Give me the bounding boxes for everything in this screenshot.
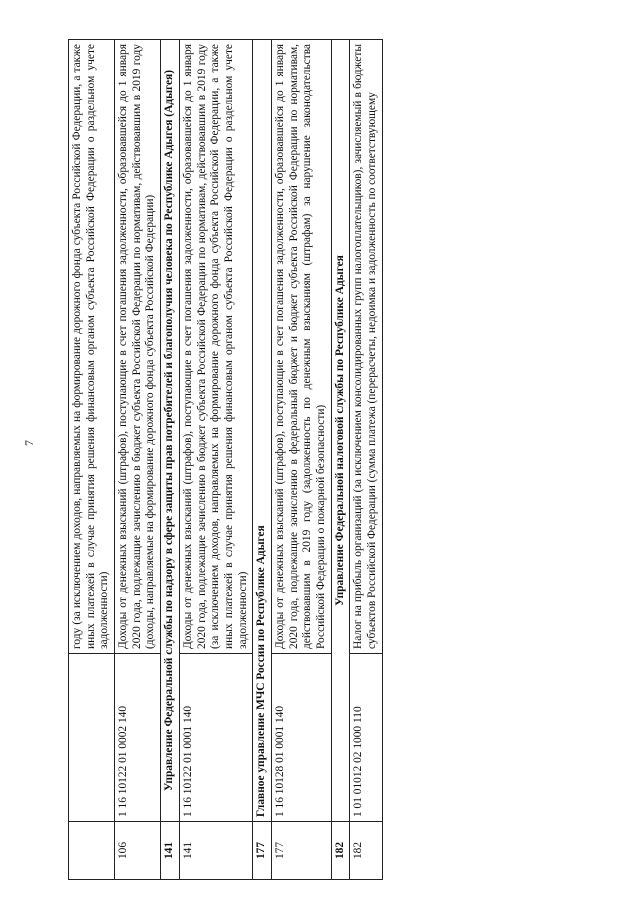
budget-code-cell: 1 16 10122 01 0001 140 (179, 654, 252, 822)
budget-code-cell (69, 654, 115, 822)
revenue-codes-table (68, 39, 383, 880)
section-header-row (331, 40, 350, 880)
section-header-row (161, 40, 180, 880)
section-title: Главное управление МЧС России по Республике Адыгея (253, 40, 272, 822)
table-row (350, 40, 382, 880)
admin-code-cell: 182 (350, 822, 382, 880)
section-code-cell: 177 (253, 822, 272, 880)
section-code-cell: 141 (161, 822, 180, 880)
rotated-page-content (68, 40, 563, 880)
description-cell: Налог на прибыль организаций (за исключением консолидированных групп налогоплательщиков), зачисляемый в бюджеты субъектов Российской Федерации (сумма платежа (перерасчеты, недоимка и задолженность по соответствующему (350, 40, 382, 654)
table-row (115, 40, 161, 880)
admin-code-cell: 106 (115, 822, 161, 880)
section-header-row (253, 40, 272, 880)
table-row (271, 40, 331, 880)
admin-code-cell (69, 822, 115, 880)
section-title: Управление Федеральной службы по надзору в сфере защиты прав потребителей и благополучия человека по Республике Адыгея (Адыгея) (161, 40, 180, 822)
admin-code-cell: 141 (179, 822, 252, 880)
description-cell: Доходы от денежных взысканий (штрафов), поступающие в счет погашения задолженности, образовавшейся до 1 января 2020 года, подлежащие зачислению в бюджет субъекта Российской Федерации по нормативам, действовавшим в 2019 году (доходы, направляемые на формирование дорожного фонда субъекта Российской Федерации) (115, 40, 161, 654)
budget-code-cell: 1 16 10128 01 0001 140 (271, 654, 331, 822)
description-cell: Доходы от денежных взысканий (штрафов), поступающие в счет погашения задолженности, образовавшейся до 1 января 2020 года, подлежащие зачислению в бюджет субъекта Российской Федерации по нормативам, действовавшим в 2019 году (за исключением доходов, направляемых на формирование дорожного фонда субъекта Российской Федерации, а также иных платежей в случае принятия решения финансовым органом субъекта Российской Федерации о раздельном учете задолженности) (179, 40, 252, 654)
admin-code-cell: 177 (271, 822, 331, 880)
section-code-cell: 182 (331, 822, 350, 880)
budget-code-cell: 1 16 10122 01 0002 140 (115, 654, 161, 822)
description-cell: Доходы от денежных взысканий (штрафов), поступающие в счет погашения задолженности, образовавшейся до 1 января 2020 года, подлежащие зачислению в федеральный бюджет и бюджет субъекта Российской Федерации по нормативам, действовавшим в 2019 году (задолженность по денежным взысканиям (штрафам) за нарушение законодательства Российской Федерации о пожарной безопасности) (271, 40, 331, 654)
table-row (69, 40, 115, 880)
table-row (179, 40, 252, 880)
description-cell: году (за исключением доходов, направляемых на формирование дорожного фонда субъекта Российской Федерации, а также иных платежей в случае принятия решения финансовым органом субъекта Российской Федерации о раздельном учете задолженности) (69, 40, 115, 654)
section-title: Управление Федеральной налоговой службы по Республике Адыгея (331, 40, 350, 822)
budget-code-cell: 1 01 01012 02 1000 110 (350, 654, 382, 822)
page-number: 7 (22, 440, 36, 446)
